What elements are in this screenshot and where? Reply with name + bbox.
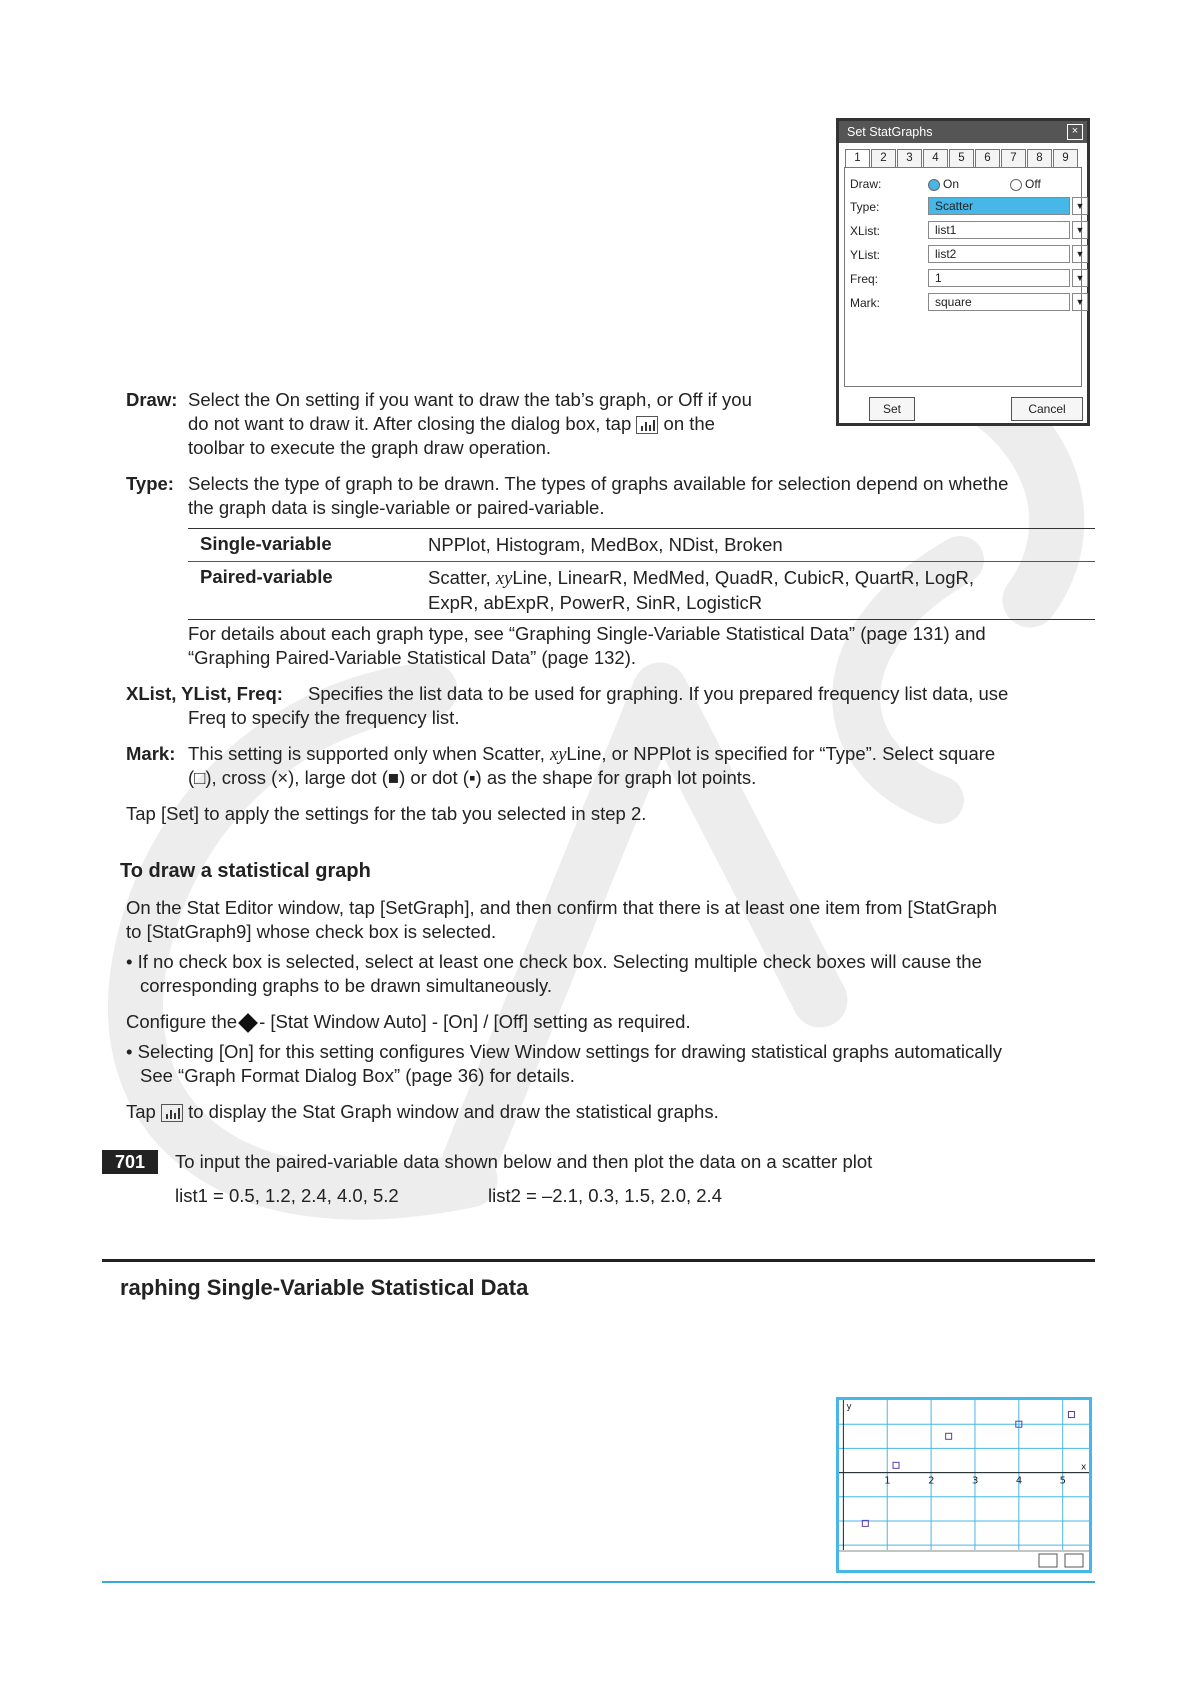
y-axis-label: y xyxy=(846,1402,852,1412)
type-line-1: Selects the type of graph to be drawn. The types of graphs available for selection depend on whethe xyxy=(188,473,1009,494)
freq-select[interactable]: 1 xyxy=(928,269,1070,287)
set-button[interactable]: Set xyxy=(869,397,915,421)
scatter-graph-window xyxy=(836,1397,1092,1573)
type-row xyxy=(850,197,1085,217)
mark-label: Mark: xyxy=(126,743,176,764)
example-number-badge: 701 xyxy=(102,1150,158,1174)
tab-2[interactable]: 2 xyxy=(871,149,896,167)
draw-on-radio[interactable]: On xyxy=(928,174,959,194)
tab-9[interactable]: 9 xyxy=(1053,149,1078,167)
graph-toolbar-icon xyxy=(161,1104,183,1122)
cancel-button[interactable]: Cancel xyxy=(1011,397,1083,421)
type-line-2: the graph data is single-variable or paired-variable. xyxy=(188,497,605,518)
set-statgraphs-dialog xyxy=(836,118,1090,426)
draw-label: Draw: xyxy=(126,389,178,410)
toolbar-button-icon xyxy=(1065,1554,1083,1567)
graph-toolbar-icon xyxy=(636,416,658,434)
freq-field-label: Freq: xyxy=(850,272,879,286)
close-icon[interactable]: × xyxy=(1067,124,1083,140)
mark-line-1: This setting is supported only when Scatter, xyLine, or NPPlot is specified for “Type”. Select square xyxy=(188,743,996,765)
footer-rule xyxy=(102,1581,1095,1583)
table-types: Scatter, xyLine, LinearR, MedMed, QuadR, CubicR, QuartR, LogR, ExpR, abExpR, PowerR, SinR, LogisticR xyxy=(428,567,974,613)
dialog-title-bar xyxy=(839,121,1087,143)
scatter-plot xyxy=(839,1400,1089,1570)
draw-section-bullet2-line2: See “Graph Format Dialog Box” (page 36) for details. xyxy=(140,1065,575,1086)
chevron-down-icon[interactable]: ▼ xyxy=(1072,221,1088,239)
dialog-body xyxy=(844,167,1085,387)
dot-icon: ▪ xyxy=(468,767,476,788)
table-category: Single-variable xyxy=(200,533,332,554)
large-dot-icon: ■ xyxy=(387,767,400,788)
lists-label: XList, YList, Freq: xyxy=(126,683,283,704)
example-list1: list1 = 0.5, 1.2, 2.4, 4.0, 5.2 xyxy=(175,1185,399,1206)
draw-line-2: do not want to draw it. After closing the dialog box, tap on the xyxy=(188,413,715,434)
x-tick-label: 5 xyxy=(1059,1475,1067,1487)
draw-off-radio[interactable]: Off xyxy=(1010,174,1041,194)
type-label: Type: xyxy=(126,473,174,494)
tab-6[interactable]: 6 xyxy=(975,149,1000,167)
details-line-2: “Graphing Paired-Variable Statistical Data” (page 132). xyxy=(188,647,636,668)
type-select[interactable]: Scatter xyxy=(928,197,1070,215)
draw-section-p2: Configure the - [Stat Window Auto] - [On] / [Off] setting as required. xyxy=(126,1011,691,1032)
x-axis-label: x xyxy=(1081,1462,1087,1473)
x-tick-label: 4 xyxy=(1015,1475,1023,1487)
tap-set-text: Tap [Set] to apply the settings for the tab you selected in step 2. xyxy=(126,803,647,824)
mark-line-2: (□), cross (×), large dot (■) or dot (▪) as the shape for graph lot points. xyxy=(188,767,757,788)
draw-section-p1-line1: On the Stat Editor window, tap [SetGraph], and then confirm that there is at least one item from [StatGraph xyxy=(126,897,997,918)
example-list2: list2 = –2.1, 0.3, 1.5, 2.0, 2.4 xyxy=(488,1185,722,1206)
x-tick-label: 2 xyxy=(928,1475,935,1487)
graph-types-table xyxy=(188,528,1095,620)
tab-1[interactable]: 1 xyxy=(845,149,870,167)
draw-line-3: toolbar to execute the graph draw operation. xyxy=(188,437,552,458)
x-tick-label: 3 xyxy=(971,1475,979,1487)
xlist-row xyxy=(850,221,1085,241)
example-line-1: To input the paired-variable data shown below and then plot the data on a scatter plot xyxy=(175,1151,873,1172)
tab-3[interactable]: 3 xyxy=(897,149,922,167)
chevron-down-icon[interactable]: ▼ xyxy=(1072,245,1088,263)
data-point xyxy=(946,1433,952,1439)
chevron-down-icon[interactable]: ▼ xyxy=(1072,293,1088,311)
next-section-heading: raphing Single-Variable Statistical Data xyxy=(120,1275,529,1300)
cross-icon: × xyxy=(277,767,289,788)
details-line-1: For details about each graph type, see “Graphing Single-Variable Statistical Data” (page 131) and xyxy=(188,623,986,644)
mark-row xyxy=(850,293,1085,313)
table-category: Paired-variable xyxy=(200,566,333,587)
draw-section-p3: Tap to display the Stat Graph window and draw the statistical graphs. xyxy=(126,1101,719,1122)
tab-7[interactable]: 7 xyxy=(1001,149,1026,167)
table-row xyxy=(188,561,1095,619)
table-types: NPPlot, Histogram, MedBox, NDist, Broken xyxy=(428,534,783,555)
chevron-down-icon[interactable]: ▼ xyxy=(1072,197,1088,215)
dialog-title: Set StatGraphs xyxy=(847,125,933,139)
lists-line-2: Freq to specify the frequency list. xyxy=(188,707,460,728)
section-heading: To draw a statistical graph xyxy=(120,860,371,882)
radio-selected-icon xyxy=(928,179,940,191)
toolbar-button-icon xyxy=(1039,1554,1057,1567)
mark-select[interactable]: square xyxy=(928,293,1070,311)
tab-4[interactable]: 4 xyxy=(923,149,948,167)
xlist-field-label: XList: xyxy=(850,224,881,238)
x-tick-label: 1 xyxy=(884,1475,891,1487)
data-point xyxy=(893,1462,899,1468)
section-divider xyxy=(102,1259,1095,1262)
draw-section-bullet1-line2: corresponding graphs to be drawn simultaneously. xyxy=(140,975,553,996)
draw-section-bullet2-line1: • Selecting [On] for this setting configures View Window settings for drawing statistical graphs automatically xyxy=(126,1041,1003,1062)
chevron-down-icon[interactable]: ▼ xyxy=(1072,269,1088,287)
draw-section-bullet1-line1: • If no check box is selected, select at least one check box. Selecting multiple check boxes will cause the xyxy=(126,951,982,972)
ylist-select[interactable]: list2 xyxy=(928,245,1070,263)
ylist-row xyxy=(850,245,1085,265)
table-row xyxy=(188,529,1095,561)
radio-empty-icon xyxy=(1010,179,1022,191)
tab-5[interactable]: 5 xyxy=(949,149,974,167)
tab-8[interactable]: 8 xyxy=(1027,149,1052,167)
xlist-select[interactable]: list1 xyxy=(928,221,1070,239)
graph-tabs xyxy=(845,149,1079,167)
draw-row xyxy=(850,174,1080,194)
ylist-field-label: YList: xyxy=(850,248,881,262)
draw-section-p1-line2: to [StatGraph9] whose check box is selected. xyxy=(126,921,497,942)
draw-field-label: Draw: xyxy=(850,177,882,191)
data-point xyxy=(1068,1412,1074,1418)
mark-field-label: Mark: xyxy=(850,296,880,310)
draw-line-1: Select the On setting if you want to draw the tab’s graph, or Off if you xyxy=(188,389,752,410)
settings-diamond-icon xyxy=(238,1013,258,1033)
freq-row xyxy=(850,269,1085,289)
square-icon: □ xyxy=(194,767,206,788)
lists-line-1: Specifies the list data to be used for graphing. If you prepared frequency list data, use xyxy=(308,683,1009,704)
type-field-label: Type: xyxy=(850,200,880,214)
